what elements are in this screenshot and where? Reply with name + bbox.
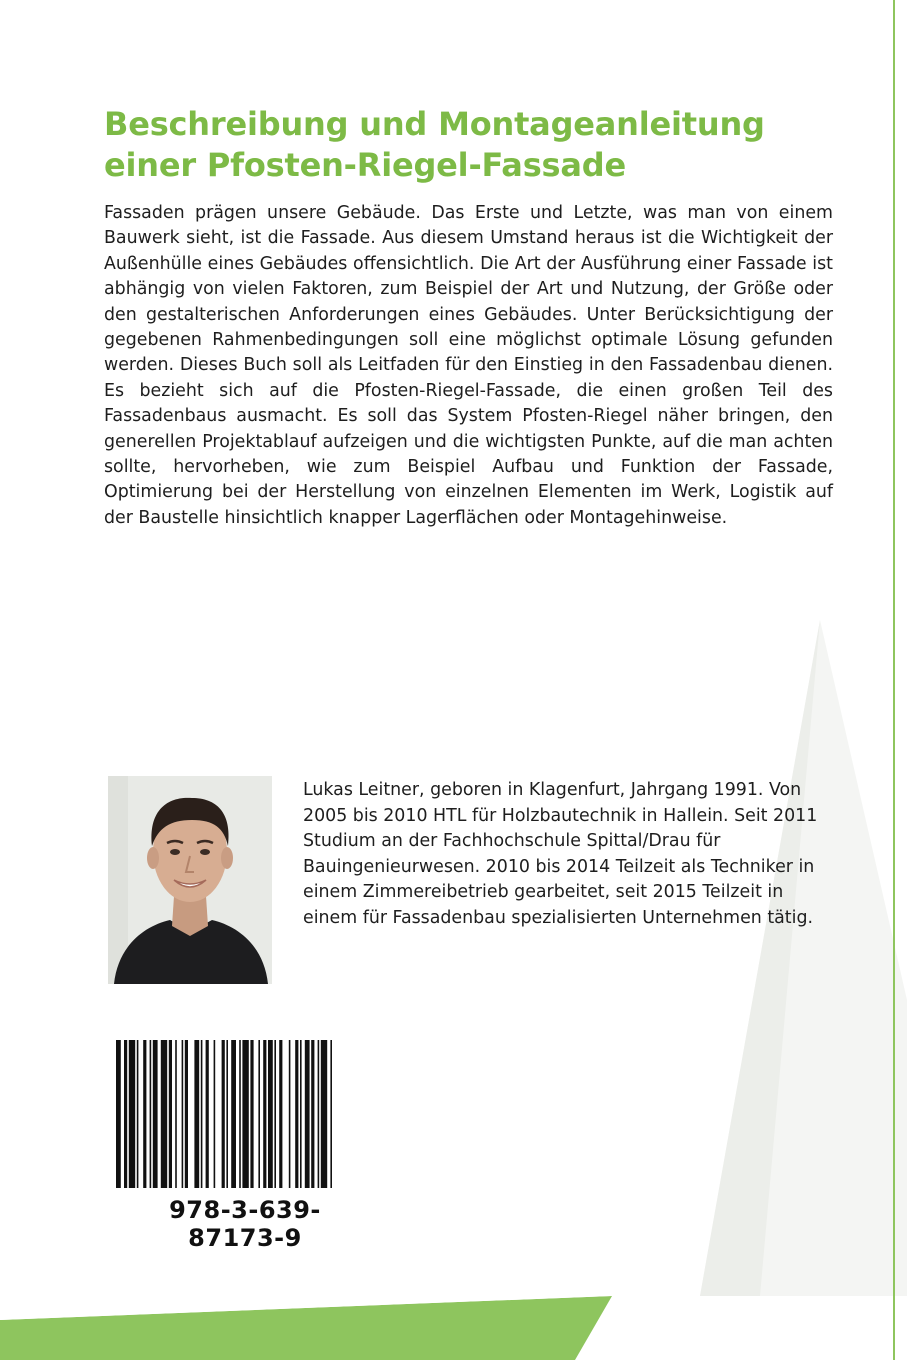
barcode-bar <box>206 1040 209 1188</box>
barcode-bar <box>182 1040 184 1188</box>
barcode-bar <box>226 1040 228 1188</box>
barcode-bar <box>124 1040 127 1188</box>
barcode-bar <box>289 1040 291 1188</box>
barcode-bar <box>279 1040 282 1188</box>
barcode-bar <box>185 1040 188 1188</box>
book-description: Fassaden prägen unsere Gebäude. Das Erste und Letzte, was man von einem Bauwerk sieht, ist die Fassade. Aus diesem Umstand heraus ist die Wichtigkeit der Außenhülle eines Gebäudes offensichtlich. Die Art der Ausführung einer Fassade ist abhängig von vielen Faktoren, zum Beispiel der Art und Nutzung, der Größe oder den gestalterischen Anforderungen eines Gebäudes. Unter Berücksichtigung der gegebenen Rahmenbedingungen soll eine möglichst optimale Lösung gefunden werden. Dieses Buch soll als Leitfaden für den Einstieg in den Fassadenbau dienen. Es bezieht sich auf die Pfosten-Riegel-Fassade, die einen großen Teil des Fassadenbaus ausmacht. Es soll das System Pfosten-Riegel näher bringen, den generellen Projektablauf aufzeigen und die wichtigsten Punkte, auf die man achten sollte, hervorheben, wie zum Beispiel Aufbau und Funktion der Fassade, Optimierung bei der Herstellung von einzelnen Elementen im Werk, Logistik auf der Baustelle hinsichtlich knapper Lagerflächen oder Montagehinweise. <box>104 203 833 528</box>
barcode-bar <box>153 1040 158 1188</box>
barcode-bar <box>143 1040 146 1188</box>
barcode-bar <box>268 1040 273 1188</box>
barcode-bar <box>305 1040 310 1188</box>
barcode-bar <box>116 1040 121 1188</box>
right-edge-rule <box>893 0 895 1360</box>
barcode-bar <box>222 1040 225 1188</box>
author-portrait-illustration <box>108 776 272 984</box>
barcode-bar <box>161 1040 167 1188</box>
barcode-bar <box>169 1040 172 1188</box>
barcode-bar <box>201 1040 203 1188</box>
barcode-bar <box>214 1040 216 1188</box>
bottom-green-band <box>0 1296 907 1360</box>
barcode-bar <box>295 1040 298 1188</box>
isbn-number: 978-3-639-87173-9 <box>169 1196 321 1252</box>
barcode-bar <box>231 1040 236 1188</box>
isbn-barcode <box>112 1040 374 1188</box>
author-photo <box>108 776 272 984</box>
barcode-bar <box>300 1040 302 1188</box>
book-title: Beschreibung und Montageanleitung einer Pfosten-Riegel-Fassade <box>104 105 765 184</box>
barcode-bar <box>274 1040 276 1188</box>
barcode-bar <box>250 1040 253 1188</box>
barcode-bar <box>150 1040 152 1188</box>
barcode-bar <box>129 1040 135 1188</box>
barcode-bar <box>258 1040 260 1188</box>
barcode-bar <box>321 1040 327 1188</box>
barcode-bar <box>311 1040 314 1188</box>
barcode-bar <box>318 1040 320 1188</box>
barcode-bar <box>330 1040 332 1188</box>
barcode-bar <box>239 1040 241 1188</box>
barcode-bar <box>194 1040 199 1188</box>
barcode-bar <box>242 1040 248 1188</box>
barcode-bar <box>175 1040 177 1188</box>
barcode-bar <box>137 1040 139 1188</box>
barcode-bar <box>263 1040 266 1188</box>
author-biography: Lukas Leitner, geboren in Klagenfurt, Jahrgang 1991. Von 2005 bis 2010 HTL für Holzbautechnik in Hallein. Seit 2011 Studium an der Fachhochschule Spittal/Drau für Bauingenieurwesen. 2010 bis 2014 Teilzeit als Techniker in einem Zimmereibetrieb gearbeitet, seit 2015 Teilzeit in einem für Fassadenbau spezialisierten Unternehmen tätig. <box>303 780 818 928</box>
